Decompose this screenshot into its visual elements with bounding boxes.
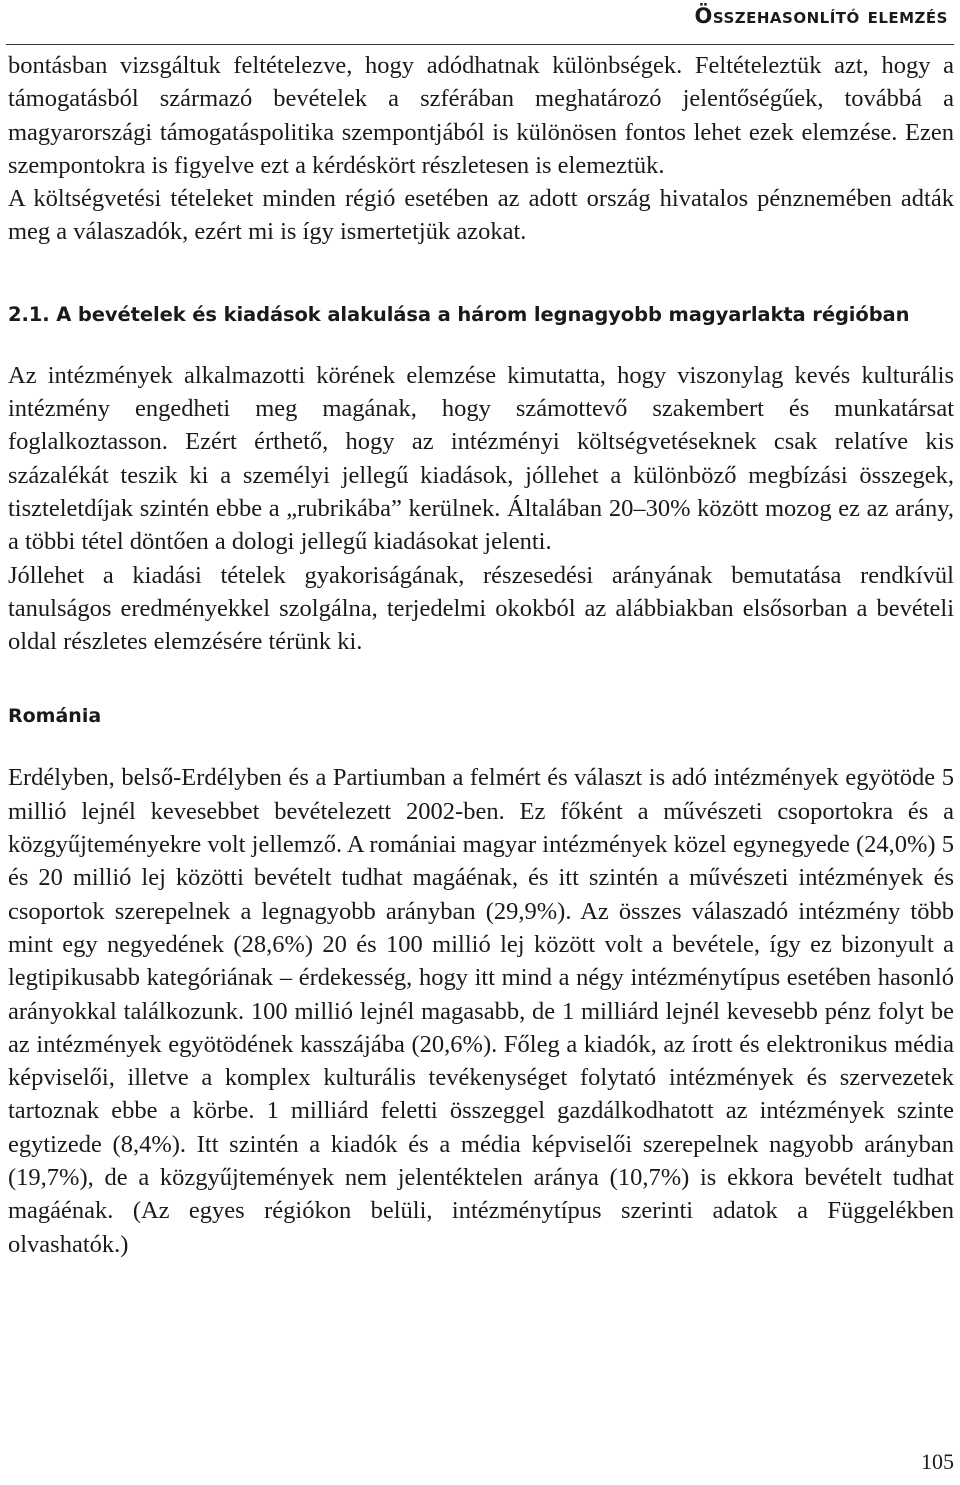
page-number: 105	[921, 1449, 954, 1474]
section-paragraph-1: Az intézmények alkalmazotti körének elemzése kimutatta, hogy viszonylag kevés kulturális intézmény engedheti meg magának, hogy számottevő szakembert és munkatársat foglalkoztasson. Ezért érthető, hogy az intézményi költségvetéseknek csak relatíve kis százalékát teszik ki a személyi jellegű kiadások, jóllehet a különböző megbízási összegek, tiszteletdíjak szintén ebbe a „rubrikába” kerülnek. Általában 20–30% között mozog ez az arány, a többi tétel döntően a dologi jellegű kiadásokat jelenti.	[8, 361, 954, 556]
section-heading: 2.1. A bevételek és kiadások alakulása a három legnagyobb magyarlakta régióban	[8, 302, 910, 326]
page-content	[8, 49, 954, 1261]
intro-paragraph-1: bontásban vizsgáltuk feltételezve, hogy adódhatnak különbségek. Feltételeztük azt, hogy a támogatásból származó bevételek a szférában meghatározó jelentőségűek, továbbá a magyarországi támogatáspolitika szempontjából is különösen fontos lehet ezek elemzése. Ezen szempontokra is figyelve ezt a kérdéskört részletesen is elemeztük.	[8, 52, 954, 179]
section-paragraph-2: Jóllehet a kiadási tételek gyakoriságának, részesedési arányának bemutatása rendkívül tanulságos eredményekkel szolgálna, terjedelmi okokból az alábbiakban elsősorban a bevételi oldal részletes elemzésére térünk ki.	[8, 561, 954, 656]
header-rule	[6, 44, 954, 45]
intro-paragraph-2: A költségvetési tételeket minden régió esetében az adott ország hivatalos pénznemében adták meg a válaszadók, ezért mi is így ismertetjük azokat.	[8, 185, 954, 246]
subsection-heading: Románia	[8, 705, 102, 728]
running-head-title: Összehasonlító elemzés	[694, 4, 948, 28]
subsection-paragraph-1: Erdélyben, belső-Erdélyben és a Partiumban a felmért és választ is adó intézmények egyötöde 5 millió lejnél kevesebbet bevételezett 2002-ben. Ez főként a művészeti csoportokra és a közgyűjteményekre volt jellemző. A romániai magyar intézmények közel egynegyede (24,0%) 5 és 20 millió lej közötti bevételt tudhat magáénak, és itt szintén a művészeti intézmények és csoportok szerepelnek a legnagyobb arányban (29,9%). Az összes válaszadó intézmény több mint egy negyedének (28,6%) 20 és 100 millió lej között volt a bevétele, így ez bizonyult a legtipikusabb kategóriának – érdekesség, hogy itt mind a négy intézménytípus esetében hasonló arányokkal találkozunk. 100 millió lejnél magasabb, de 1 milliárd lejnél kevesebb pénz folyt be az intézmények egyötödének kasszájába (20,6%). Főleg a kiadók, az írott és elektronikus média képviselői, illetve a komplex kulturális tevékenységet folytató intézmények és szervezetek tartoznak ebbe a körbe. 1 milliárd feletti összeggel gazdálkodhatott az intézmények szinte egytizede (8,4%). Itt szintén a kiadók és a média képviselői szerepelnek nagyobb arányban (19,7%), de a közgyűjtemények nem jelentéktelen aránya (10,7%) is ekkora bevételt tudhat magáénak. (Az egyes régiókon belüli, intézménytípus szerinti adatok a Függelékben olvashatók.)	[8, 764, 954, 1258]
